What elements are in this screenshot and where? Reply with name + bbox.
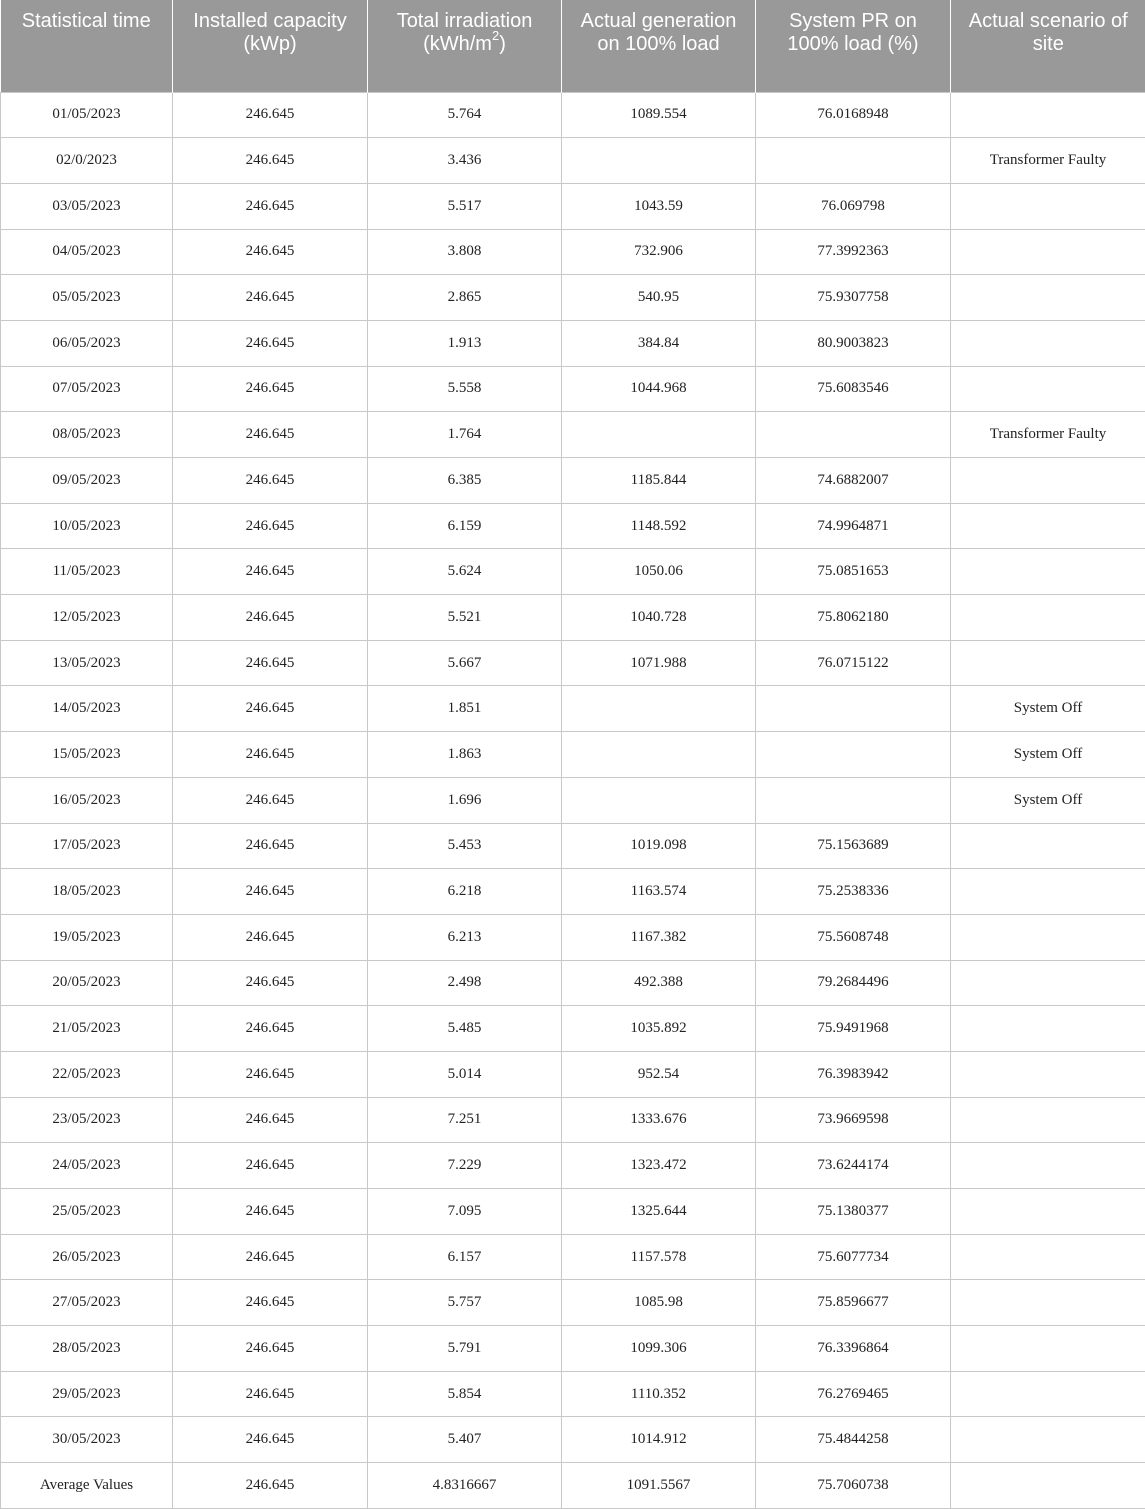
installed-capacity-cell: 246.645 — [173, 92, 368, 138]
table-row — [1, 138, 1145, 184]
total-irradiation-cell: 5.517 — [368, 183, 562, 229]
system-pr-cell: 75.6083546 — [756, 366, 951, 412]
total-irradiation-cell: 4.8316667 — [368, 1463, 562, 1509]
average-values-row — [1, 1463, 1145, 1509]
total-irradiation-cell: 6.213 — [368, 914, 562, 960]
system-pr-cell: 74.9964871 — [756, 503, 951, 549]
table-row — [1, 366, 1145, 412]
table-row — [1, 1051, 1145, 1097]
total-irradiation-cell: 7.229 — [368, 1143, 562, 1189]
table-row — [1, 1280, 1145, 1326]
total-irradiation-cell: 6.157 — [368, 1234, 562, 1280]
total-irradiation-cell: 2.865 — [368, 275, 562, 321]
total-irradiation-cell: 7.251 — [368, 1097, 562, 1143]
statistical-time-cell: 15/05/2023 — [1, 732, 173, 778]
total-irradiation-cell: 1.696 — [368, 777, 562, 823]
installed-capacity-cell: 246.645 — [173, 366, 368, 412]
system-pr-cell: 76.3983942 — [756, 1051, 951, 1097]
system-pr-cell: 73.9669598 — [756, 1097, 951, 1143]
header-actual-generation: Actual generation on 100% load — [562, 0, 756, 92]
actual-scenario-cell — [951, 92, 1145, 138]
installed-capacity-cell: 246.645 — [173, 732, 368, 778]
system-pr-cell — [756, 732, 951, 778]
table-row — [1, 869, 1145, 915]
actual-generation-cell: 1085.98 — [562, 1280, 756, 1326]
table-row — [1, 320, 1145, 366]
table-row — [1, 503, 1145, 549]
actual-generation-cell: 1167.382 — [562, 914, 756, 960]
installed-capacity-cell: 246.645 — [173, 595, 368, 641]
actual-scenario-cell — [951, 1371, 1145, 1417]
total-irradiation-cell: 5.407 — [368, 1417, 562, 1463]
statistical-time-cell: 23/05/2023 — [1, 1097, 173, 1143]
statistical-time-cell: 21/05/2023 — [1, 1006, 173, 1052]
installed-capacity-cell: 246.645 — [173, 869, 368, 915]
table-header — [1, 0, 1145, 92]
actual-generation-cell: 1043.59 — [562, 183, 756, 229]
installed-capacity-cell: 246.645 — [173, 275, 368, 321]
actual-generation-cell: 1035.892 — [562, 1006, 756, 1052]
installed-capacity-cell: 246.645 — [173, 1051, 368, 1097]
table-row — [1, 1371, 1145, 1417]
total-irradiation-cell: 5.667 — [368, 640, 562, 686]
actual-generation-cell — [562, 732, 756, 778]
system-pr-cell: 77.3992363 — [756, 229, 951, 275]
system-pr-cell: 75.5608748 — [756, 914, 951, 960]
header-installed-capacity: Installed capacity (kWp) — [173, 0, 368, 92]
actual-scenario-cell — [951, 1234, 1145, 1280]
actual-generation-cell: 1019.098 — [562, 823, 756, 869]
installed-capacity-cell: 246.645 — [173, 960, 368, 1006]
total-irradiation-cell: 5.014 — [368, 1051, 562, 1097]
actual-generation-cell: 1163.574 — [562, 869, 756, 915]
statistical-time-cell: 09/05/2023 — [1, 458, 173, 504]
actual-scenario-cell — [951, 1097, 1145, 1143]
statistical-time-cell: Average Values — [1, 1463, 173, 1509]
total-irradiation-cell: 1.764 — [368, 412, 562, 458]
installed-capacity-cell: 246.645 — [173, 412, 368, 458]
total-irradiation-cell: 5.791 — [368, 1326, 562, 1372]
system-pr-cell: 76.0168948 — [756, 92, 951, 138]
installed-capacity-cell: 246.645 — [173, 914, 368, 960]
total-irradiation-cell: 5.558 — [368, 366, 562, 412]
statistical-time-cell: 28/05/2023 — [1, 1326, 173, 1372]
total-irradiation-cell: 6.385 — [368, 458, 562, 504]
actual-scenario-cell: Transformer Faulty — [951, 138, 1145, 184]
actual-generation-cell: 1099.306 — [562, 1326, 756, 1372]
table-row — [1, 1143, 1145, 1189]
installed-capacity-cell: 246.645 — [173, 686, 368, 732]
actual-scenario-cell — [951, 1326, 1145, 1372]
system-pr-cell — [756, 412, 951, 458]
actual-generation-cell: 384.84 — [562, 320, 756, 366]
system-pr-cell: 74.6882007 — [756, 458, 951, 504]
table-row — [1, 92, 1145, 138]
installed-capacity-cell: 246.645 — [173, 458, 368, 504]
installed-capacity-cell: 246.645 — [173, 1234, 368, 1280]
installed-capacity-cell: 246.645 — [173, 1189, 368, 1235]
actual-generation-cell: 1014.912 — [562, 1417, 756, 1463]
actual-scenario-cell — [951, 1051, 1145, 1097]
installed-capacity-cell: 246.645 — [173, 823, 368, 869]
actual-scenario-cell — [951, 1006, 1145, 1052]
actual-scenario-cell — [951, 640, 1145, 686]
table-row — [1, 595, 1145, 641]
actual-scenario-cell — [951, 458, 1145, 504]
total-irradiation-cell: 3.436 — [368, 138, 562, 184]
actual-generation-cell: 1050.06 — [562, 549, 756, 595]
total-irradiation-cell: 2.498 — [368, 960, 562, 1006]
system-pr-cell: 73.6244174 — [756, 1143, 951, 1189]
statistical-time-cell: 07/05/2023 — [1, 366, 173, 412]
actual-generation-cell: 1157.578 — [562, 1234, 756, 1280]
actual-scenario-cell — [951, 183, 1145, 229]
statistical-time-cell: 13/05/2023 — [1, 640, 173, 686]
statistical-time-cell: 11/05/2023 — [1, 549, 173, 595]
statistical-time-cell: 24/05/2023 — [1, 1143, 173, 1189]
statistical-time-cell: 27/05/2023 — [1, 1280, 173, 1326]
total-irradiation-cell: 1.863 — [368, 732, 562, 778]
actual-generation-cell: 1040.728 — [562, 595, 756, 641]
table-row — [1, 1097, 1145, 1143]
statistical-time-cell: 16/05/2023 — [1, 777, 173, 823]
actual-generation-cell: 492.388 — [562, 960, 756, 1006]
table-row — [1, 1234, 1145, 1280]
table-row — [1, 275, 1145, 321]
table-row — [1, 183, 1145, 229]
actual-generation-cell: 1148.592 — [562, 503, 756, 549]
statistical-time-cell: 14/05/2023 — [1, 686, 173, 732]
installed-capacity-cell: 246.645 — [173, 503, 368, 549]
header-row — [1, 0, 1145, 92]
system-pr-cell — [756, 138, 951, 184]
installed-capacity-cell: 246.645 — [173, 1097, 368, 1143]
total-irradiation-cell: 5.485 — [368, 1006, 562, 1052]
actual-scenario-cell — [951, 960, 1145, 1006]
total-irradiation-cell: 5.757 — [368, 1280, 562, 1326]
system-pr-cell: 75.7060738 — [756, 1463, 951, 1509]
installed-capacity-cell: 246.645 — [173, 229, 368, 275]
total-irradiation-cell: 7.095 — [368, 1189, 562, 1235]
system-pr-cell: 80.9003823 — [756, 320, 951, 366]
system-pr-cell: 76.069798 — [756, 183, 951, 229]
actual-scenario-cell — [951, 1143, 1145, 1189]
actual-generation-cell: 1325.644 — [562, 1189, 756, 1235]
statistical-time-cell: 30/05/2023 — [1, 1417, 173, 1463]
actual-generation-cell: 1089.554 — [562, 92, 756, 138]
actual-scenario-cell — [951, 549, 1145, 595]
statistical-time-cell: 19/05/2023 — [1, 914, 173, 960]
system-pr-cell — [756, 686, 951, 732]
statistical-time-cell: 12/05/2023 — [1, 595, 173, 641]
total-irradiation-cell: 5.521 — [368, 595, 562, 641]
statistical-time-cell: 08/05/2023 — [1, 412, 173, 458]
system-pr-cell: 75.8062180 — [756, 595, 951, 641]
system-pr-cell: 75.2538336 — [756, 869, 951, 915]
header-actual-scenario: Actual scenario of site — [951, 0, 1145, 92]
system-pr-cell: 75.1563689 — [756, 823, 951, 869]
actual-generation-cell: 1044.968 — [562, 366, 756, 412]
header-system-pr: System PR on 100% load (%) — [756, 0, 951, 92]
installed-capacity-cell: 246.645 — [173, 1463, 368, 1509]
system-pr-cell: 75.6077734 — [756, 1234, 951, 1280]
total-irradiation-cell: 5.624 — [368, 549, 562, 595]
statistical-time-cell: 10/05/2023 — [1, 503, 173, 549]
actual-generation-cell — [562, 686, 756, 732]
installed-capacity-cell: 246.645 — [173, 640, 368, 686]
table-row — [1, 1006, 1145, 1052]
system-pr-cell: 75.9307758 — [756, 275, 951, 321]
table-row — [1, 914, 1145, 960]
statistical-time-cell: 06/05/2023 — [1, 320, 173, 366]
actual-scenario-cell: System Off — [951, 686, 1145, 732]
actual-scenario-cell — [951, 1189, 1145, 1235]
total-irradiation-cell: 6.159 — [368, 503, 562, 549]
actual-scenario-cell: System Off — [951, 732, 1145, 778]
system-pr-cell: 75.1380377 — [756, 1189, 951, 1235]
system-pr-cell: 75.8596677 — [756, 1280, 951, 1326]
actual-scenario-cell — [951, 595, 1145, 641]
installed-capacity-cell: 246.645 — [173, 183, 368, 229]
installed-capacity-cell: 246.645 — [173, 1371, 368, 1417]
statistical-time-cell: 04/05/2023 — [1, 229, 173, 275]
actual-generation-cell — [562, 412, 756, 458]
total-irradiation-cell: 1.913 — [368, 320, 562, 366]
table-row — [1, 960, 1145, 1006]
actual-generation-cell — [562, 138, 756, 184]
total-irradiation-cell: 5.764 — [368, 92, 562, 138]
actual-generation-cell: 732.906 — [562, 229, 756, 275]
actual-scenario-cell — [951, 503, 1145, 549]
actual-scenario-cell: Transformer Faulty — [951, 412, 1145, 458]
actual-scenario-cell: System Off — [951, 777, 1145, 823]
system-pr-cell: 75.0851653 — [756, 549, 951, 595]
system-pr-cell: 75.9491968 — [756, 1006, 951, 1052]
header-total-irradiation — [368, 0, 562, 92]
header-statistical-time: Statistical time — [1, 0, 173, 92]
table-row — [1, 1189, 1145, 1235]
table-row — [1, 732, 1145, 778]
table-row — [1, 549, 1145, 595]
system-pr-cell — [756, 777, 951, 823]
actual-generation-cell: 952.54 — [562, 1051, 756, 1097]
table-row — [1, 458, 1145, 504]
actual-generation-cell: 1333.676 — [562, 1097, 756, 1143]
actual-generation-cell: 1110.352 — [562, 1371, 756, 1417]
installed-capacity-cell: 246.645 — [173, 1143, 368, 1189]
total-irradiation-cell: 5.453 — [368, 823, 562, 869]
actual-scenario-cell — [951, 914, 1145, 960]
header-irradiation-close: ) — [499, 33, 506, 55]
actual-scenario-cell — [951, 229, 1145, 275]
statistical-time-cell: 20/05/2023 — [1, 960, 173, 1006]
actual-scenario-cell — [951, 869, 1145, 915]
actual-generation-cell — [562, 777, 756, 823]
actual-scenario-cell — [951, 1417, 1145, 1463]
statistical-time-cell: 02/0/2023 — [1, 138, 173, 184]
statistical-time-cell: 17/05/2023 — [1, 823, 173, 869]
actual-scenario-cell — [951, 366, 1145, 412]
statistical-time-cell: 29/05/2023 — [1, 1371, 173, 1417]
table-row — [1, 823, 1145, 869]
total-irradiation-cell: 5.854 — [368, 1371, 562, 1417]
table-row — [1, 686, 1145, 732]
installed-capacity-cell: 246.645 — [173, 1326, 368, 1372]
system-pr-cell: 76.0715122 — [756, 640, 951, 686]
actual-generation-cell: 540.95 — [562, 275, 756, 321]
actual-scenario-cell — [951, 320, 1145, 366]
installed-capacity-cell: 246.645 — [173, 1417, 368, 1463]
table-row — [1, 640, 1145, 686]
actual-generation-cell: 1091.5567 — [562, 1463, 756, 1509]
system-pr-cell: 75.4844258 — [756, 1417, 951, 1463]
system-pr-cell: 79.2684496 — [756, 960, 951, 1006]
installed-capacity-cell: 246.645 — [173, 549, 368, 595]
statistical-time-cell: 01/05/2023 — [1, 92, 173, 138]
installed-capacity-cell: 246.645 — [173, 138, 368, 184]
statistical-time-cell: 05/05/2023 — [1, 275, 173, 321]
table-row — [1, 412, 1145, 458]
total-irradiation-cell: 3.808 — [368, 229, 562, 275]
installed-capacity-cell: 246.645 — [173, 1280, 368, 1326]
installed-capacity-cell: 246.645 — [173, 1006, 368, 1052]
actual-generation-cell: 1323.472 — [562, 1143, 756, 1189]
statistical-time-cell: 25/05/2023 — [1, 1189, 173, 1235]
actual-scenario-cell — [951, 1280, 1145, 1326]
installed-capacity-cell: 246.645 — [173, 320, 368, 366]
total-irradiation-cell: 6.218 — [368, 869, 562, 915]
header-irradiation-superscript: 2 — [491, 28, 500, 44]
installed-capacity-cell: 246.645 — [173, 777, 368, 823]
table-row — [1, 229, 1145, 275]
statistical-time-cell: 26/05/2023 — [1, 1234, 173, 1280]
statistical-time-cell: 03/05/2023 — [1, 183, 173, 229]
statistical-time-cell: 18/05/2023 — [1, 869, 173, 915]
actual-scenario-cell — [951, 1463, 1145, 1509]
header-irradiation-text: Total irradiation (kWh/m — [396, 10, 533, 55]
system-pr-cell: 76.2769465 — [756, 1371, 951, 1417]
actual-generation-cell: 1185.844 — [562, 458, 756, 504]
actual-scenario-cell — [951, 275, 1145, 321]
statistical-time-cell: 22/05/2023 — [1, 1051, 173, 1097]
actual-scenario-cell — [951, 823, 1145, 869]
table-row — [1, 1417, 1145, 1463]
actual-generation-cell: 1071.988 — [562, 640, 756, 686]
table-row — [1, 1326, 1145, 1372]
total-irradiation-cell: 1.851 — [368, 686, 562, 732]
table-row — [1, 777, 1145, 823]
table-body — [1, 92, 1145, 1508]
system-pr-cell: 76.3396864 — [756, 1326, 951, 1372]
